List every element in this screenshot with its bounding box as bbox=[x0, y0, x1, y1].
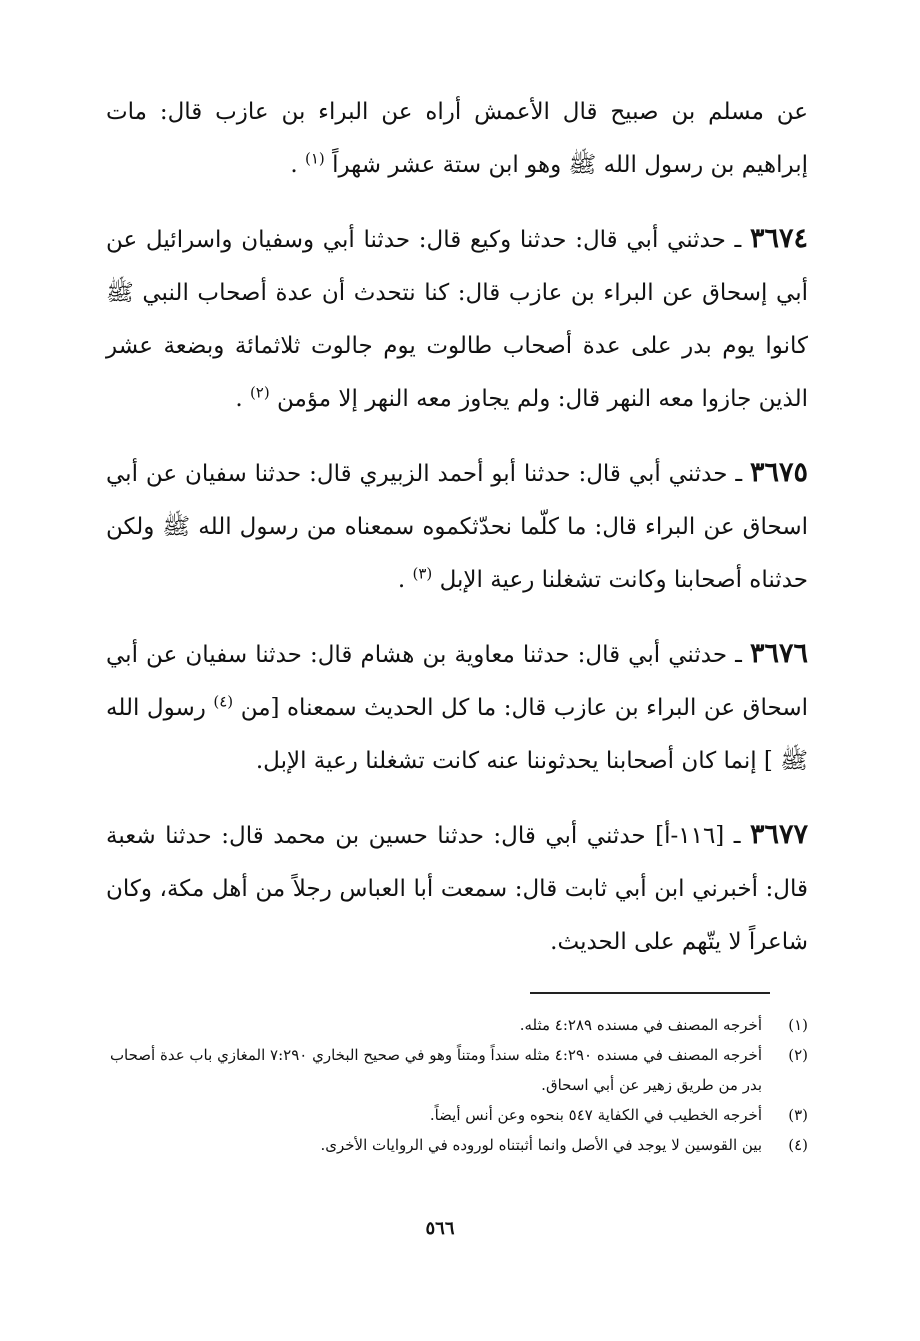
footnote-text: أخرجه المصنف في مسنده ٤:٢٩٠ مثله سنداً ومتناً وهو في صحيح البخاري ٧:٢٩٠ المغازي باب عدة أصحاب بدر من طريق زهير عن أبي اسحاق. bbox=[109, 1046, 762, 1094]
paragraph-text: ـ حدثني أبي قال: حدثنا وكيع قال: حدثنا أبي وسفيان واسرائيل عن أبي إسحاق عن البراء بن عازب قال: كنا نتحدث أن عدة أصحاب النبي ﷺ كانوا يوم بدر على عدة أصحاب طالوت يوم جالوت ثلاثمائة وبضعة عشر الذين جازوا معه النهر قال: ولم يجاوز معه النهر إلا مؤمن bbox=[106, 227, 808, 412]
footnote-mark: (١) bbox=[788, 1016, 808, 1034]
hadith-3675 bbox=[106, 446, 808, 607]
footnote-item bbox=[100, 1100, 808, 1130]
main-text bbox=[106, 86, 808, 989]
paragraph-text-end: . bbox=[290, 152, 298, 178]
hadith-number: ٣٦٧٤ bbox=[749, 223, 808, 254]
hadith-3676 bbox=[106, 627, 808, 788]
footnote-text: بين القوسين لا يوجد في الأصل وانما أثبتناه لوروده في الروايات الأخرى. bbox=[320, 1136, 762, 1154]
footnote-mark: (٣) bbox=[788, 1106, 808, 1124]
hadith-number: ٣٦٧٥ bbox=[749, 457, 808, 488]
page-number: ٥٦٦ bbox=[425, 1218, 455, 1239]
paragraph-text-end: . bbox=[397, 567, 406, 593]
footnotes-section bbox=[100, 1010, 808, 1160]
footnote-item bbox=[100, 1130, 808, 1160]
footnote-text: أخرجه الخطيب في الكفاية ٥٤٧ بنحوه وعن أنس أيضاً. bbox=[429, 1106, 762, 1124]
footnote-mark: (٢) bbox=[788, 1046, 808, 1064]
footnote-reference: (٢) bbox=[249, 383, 270, 402]
footnote-reference: (٤) bbox=[213, 692, 234, 711]
footnote-reference: (١) bbox=[305, 149, 325, 168]
paragraph-text-end: . bbox=[235, 386, 243, 412]
footnote-text: أخرجه المصنف في مسنده ٤:٢٨٩ مثله. bbox=[519, 1016, 762, 1034]
footnote-reference: (٣) bbox=[412, 564, 433, 583]
paragraph-text: ـ حدثني أبي قال: حدثنا معاوية بن هشام قال: حدثنا سفيان عن أبي اسحاق عن البراء بن عازب قال: ما كل الحديث سمعناه [من bbox=[106, 642, 809, 721]
hadith-3674 bbox=[106, 212, 808, 426]
hadith-number: ٣٦٧٦ bbox=[750, 638, 809, 669]
hadith-number: ٣٦٧٧ bbox=[750, 819, 809, 850]
paragraph-text: ـ حدثني أبي قال: حدثنا أبو أحمد الزبيري قال: حدثنا سفيان عن أبي اسحاق عن البراء قال: ما كلّما نحدّثكموه سمعناه من رسول الله ﷺ ولكن حدثناه أصحابنا وكانت تشغلنا رعية الإبل bbox=[106, 461, 808, 593]
footnote-mark: (٤) bbox=[788, 1136, 808, 1154]
hadith-3677 bbox=[106, 808, 808, 969]
footnote-divider bbox=[530, 992, 770, 994]
paragraph-text: عن مسلم بن صبيح قال الأعمش أراه عن البراء بن عازب قال: مات إبراهيم بن رسول الله ﷺ وهو ابن ستة عشر شهراً bbox=[106, 99, 808, 178]
paragraph-intro bbox=[106, 86, 808, 192]
paragraph-text-end: رسول الله ﷺ ] إنما كان أصحابنا يحدثوننا عنه كانت تشغلنا رعية الإبل. bbox=[106, 695, 808, 774]
footnote-item bbox=[100, 1010, 808, 1040]
paragraph-text: ـ [١١٦-أ] حدثني أبي قال: حدثنا حسين بن محمد قال: حدثنا شعبة قال: أخبرني ابن أبي ثابت قال: سمعت أبا العباس رجلاً من أهل مكة، وكان شاعراً لا يتّهم على الحديث. bbox=[106, 823, 808, 955]
footnote-item bbox=[100, 1040, 808, 1100]
